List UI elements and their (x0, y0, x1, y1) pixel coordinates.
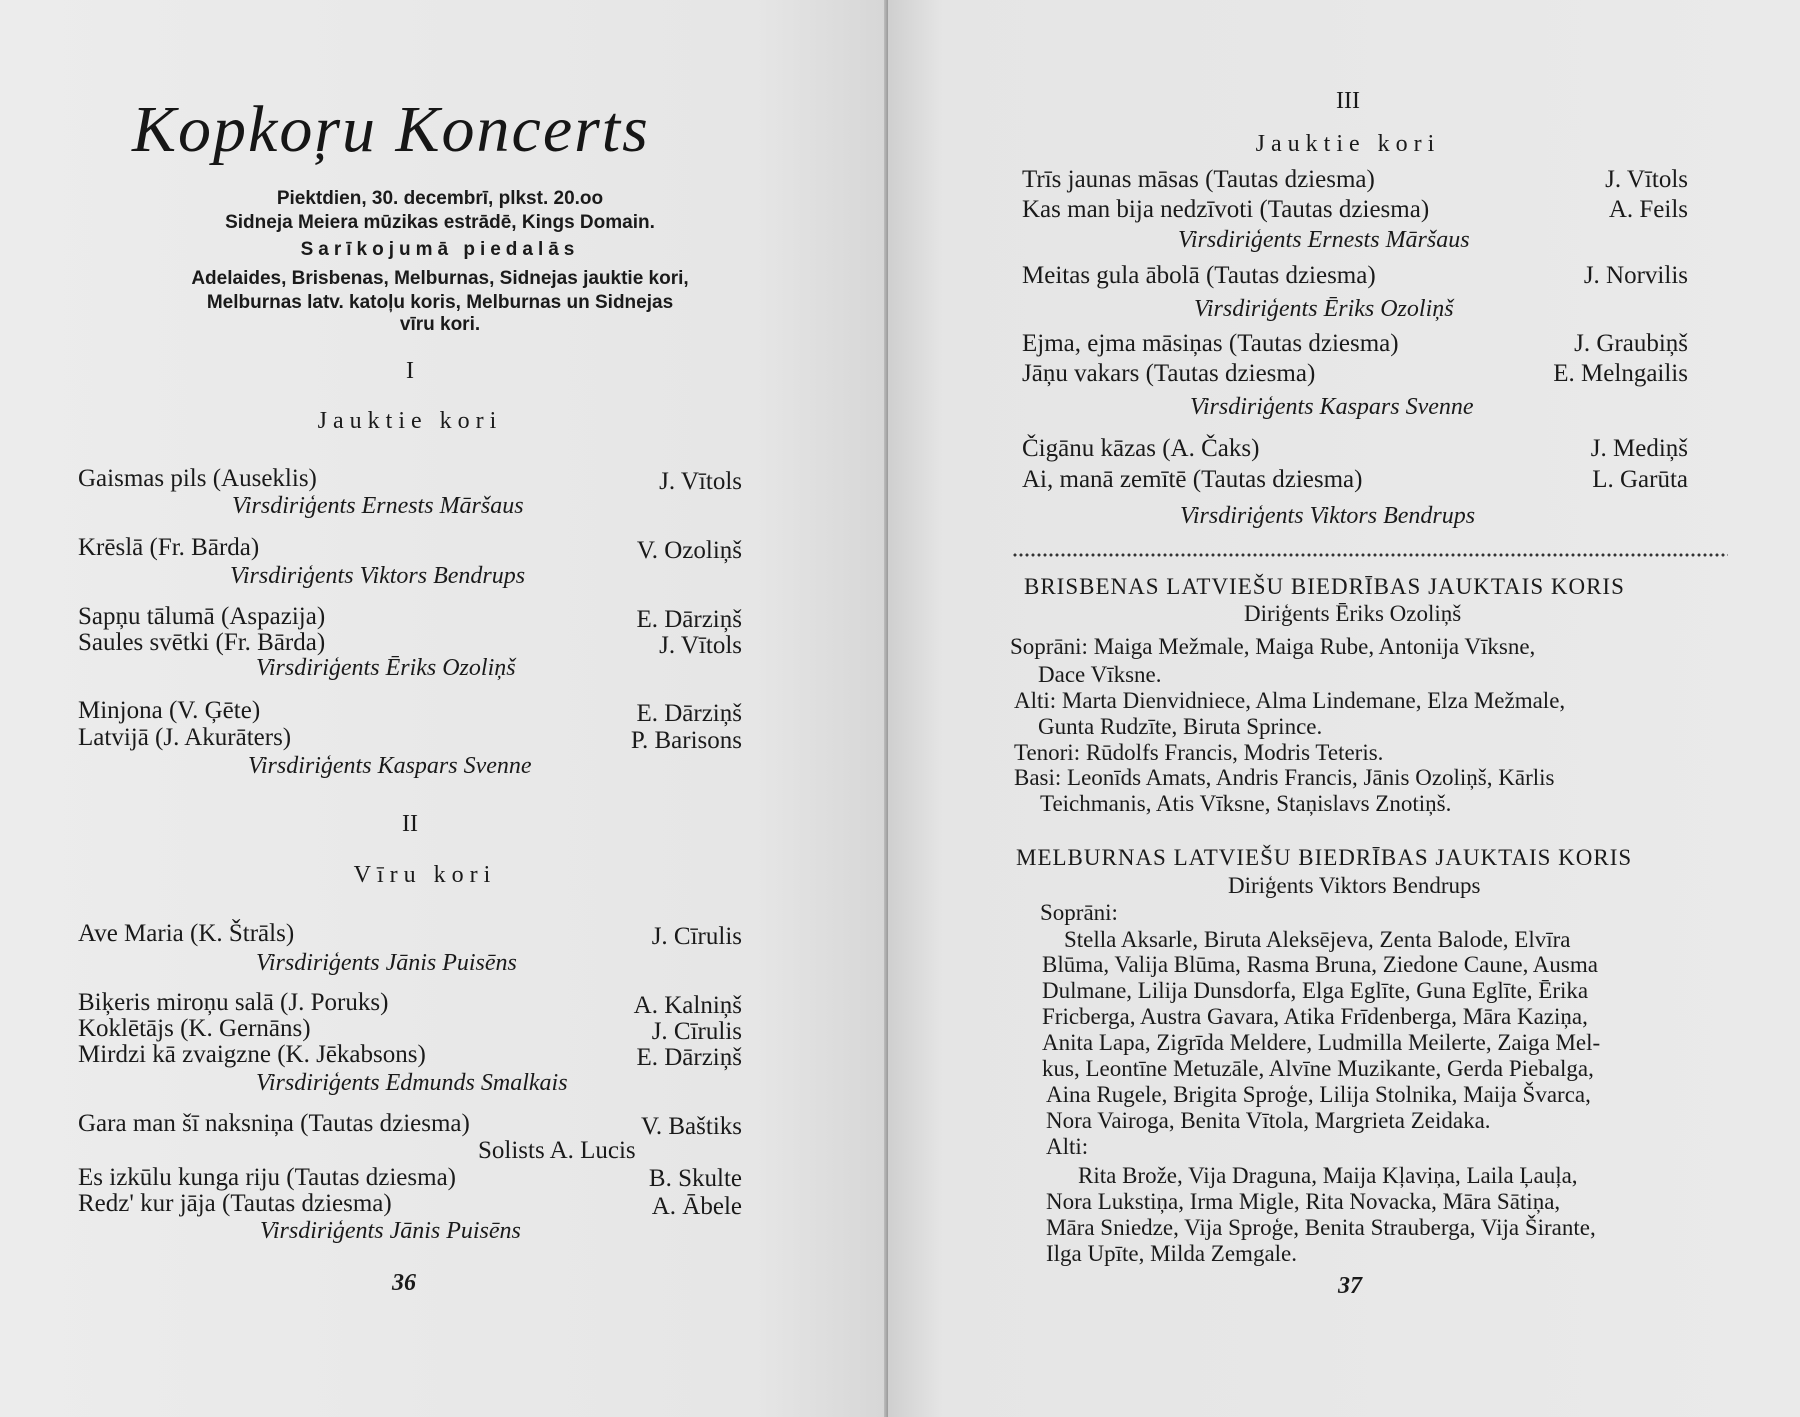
member-line: Rita Brože, Vija Draguna, Maija Kļaviņa, Laila Ļauļa, (1078, 1163, 1578, 1188)
song-title: Koklētājs (K. Gernāns) (78, 1015, 311, 1042)
section-numeral-1: I (406, 358, 414, 384)
left-page (0, 0, 888, 1417)
composer: P. Barisons (630, 727, 742, 754)
soloist-line: Solists A. Lucis (478, 1137, 636, 1164)
song-title: Meitas gula ābolā (Tautas dziesma) (1022, 262, 1376, 289)
concert-title: Kopkoŗu Koncerts (132, 93, 650, 166)
composer: J. Mediņš (1590, 435, 1688, 462)
dotted-divider (1012, 553, 1728, 557)
member-line: Nora Lukstiņa, Irma Migle, Rita Novacka, Māra Sātiņa, (1046, 1189, 1561, 1214)
member-line: Blūma, Valija Blūma, Rasma Bruna, Ziedone Caune, Ausma (1042, 952, 1598, 977)
conductor-line: Virsdiriģents Viktors Bendrups (1180, 503, 1476, 529)
member-line: Fricberga, Austra Gavara, Atika Frīdenberga, Māra Kaziņa, (1042, 1004, 1588, 1029)
song-title: Biķeris miroņu salā (J. Poruks) (78, 989, 389, 1016)
song-title: Čigānu kāzas (A. Čaks) (1022, 435, 1260, 462)
composer: A. Feils (1608, 196, 1688, 223)
page-number-left: 36 (392, 1270, 416, 1296)
composer: L. Garūta (1592, 466, 1688, 493)
composer: J. Vītols (659, 468, 742, 495)
composer: V. Ozoliņš (636, 537, 742, 564)
section-heading-1: Jauktie kori (317, 408, 503, 434)
conductor-line: Virsdiriģents Ēriks Ozoliņš (1194, 296, 1454, 322)
voice-line: Alti: Marta Dienvidniece, Alma Lindemane, Elza Mežmale, (1014, 688, 1566, 713)
choir-heading-brisbane: BRISBENAS LATVIEŠU BIEDRĪBAS JAUKTAIS KORIS (1024, 574, 1625, 599)
member-line: Anita Lapa, Zigrīda Meldere, Ludmilla Meilerte, Zaiga Mel- (1042, 1030, 1601, 1055)
right-page (888, 0, 1800, 1417)
song-title: Redz' kur jāja (Tautas dziesma) (78, 1190, 392, 1217)
section-numeral-2: II (402, 811, 418, 837)
song-title: Sapņu tālumā (Aspazija) (78, 603, 326, 630)
song-title: Gaismas pils (Auseklis) (78, 465, 317, 492)
song-title: Ave Maria (K. Štrāls) (78, 920, 295, 947)
song-title: Krēslā (Fr. Bārda) (78, 534, 260, 561)
composer: J. Norvilis (1583, 262, 1688, 289)
composer: E. Melngailis (1553, 360, 1688, 387)
conductor-line: Virsdiriģents Ernests Māršaus (1178, 227, 1470, 253)
info-line-choirs-1: Adelaides, Brisbenas, Melburnas, Sidnejas jauktie kori, (191, 268, 689, 289)
conductor-line: Virsdiriģents Ēriks Ozoliņš (256, 655, 516, 681)
voice-line: Dace Vīksne. (1038, 662, 1162, 687)
song-title: Ai, manā zemītē (Tautas dziesma) (1022, 466, 1363, 493)
song-title: Saules svētki (Fr. Bārda) (78, 629, 326, 656)
composer: B. Skulte (648, 1165, 742, 1192)
info-line-participants-heading: Sarīkojumā piedalās (300, 239, 580, 260)
composer: A. Ābele (651, 1193, 742, 1220)
voice-label-altos: Alti: (1046, 1134, 1089, 1159)
voice-line: Soprāni: Maiga Mežmale, Maiga Rube, Antonija Vīksne, (1010, 634, 1536, 659)
composer: A. Kalniņš (633, 992, 742, 1019)
composer: E. Dārziņš (636, 606, 742, 633)
section-heading-2: Vīru kori (353, 862, 497, 888)
song-title: Kas man bija nedzīvoti (Tautas dziesma) (1022, 196, 1430, 223)
song-title: Jāņu vakars (Tautas dziesma) (1022, 360, 1316, 387)
composer: E. Dārziņš (636, 700, 742, 727)
composer: J. Vītols (659, 632, 742, 659)
conductor-line: Virsdiriģents Jānis Puisēns (260, 1218, 521, 1244)
choir-conductor-brisbane: Diriģents Ēriks Ozoliņš (1244, 601, 1462, 626)
voice-line: Tenori: Rūdolfs Francis, Modris Teteris. (1014, 740, 1384, 765)
song-title: Es izkūlu kunga riju (Tautas dziesma) (78, 1164, 457, 1191)
member-line: Stella Aksarle, Biruta Aleksējeva, Zenta Balode, Elvīra (1064, 927, 1571, 952)
conductor-line: Virsdiriģents Edmunds Smalkais (256, 1070, 568, 1096)
member-line: Dulmane, Lilija Dunsdorfa, Elga Eglīte, Guna Eglīte, Ērika (1042, 978, 1589, 1003)
page-number-right: 37 (1338, 1273, 1362, 1299)
choir-conductor-melbourne: Diriģents Viktors Bendrups (1228, 873, 1481, 898)
voice-line: Basi: Leonīds Amats, Andris Francis, Jānis Ozoliņš, Kārlis (1014, 765, 1555, 790)
member-line: Ilga Upīte, Milda Zemgale. (1046, 1241, 1298, 1266)
composer: J. Vītols (1605, 166, 1688, 193)
composer: V. Baštiks (641, 1113, 742, 1140)
section-heading-3: Jauktie kori (1255, 131, 1441, 157)
composer: J. Graubiņš (1574, 330, 1688, 357)
conductor-line: Virsdiriģents Viktors Bendrups (230, 563, 526, 589)
choir-heading-melbourne: MELBURNAS LATVIEŠU BIEDRĪBAS JAUKTAIS KORIS (1016, 845, 1633, 870)
song-title: Gara man šī naksniņa (Tautas dziesma) (78, 1110, 470, 1137)
member-line: Aina Rugele, Brigita Sproģe, Lilija Stolnika, Maija Švarca, (1046, 1082, 1591, 1107)
voice-line: Teichmanis, Atis Vīksne, Staņislavs Znotiņš. (1040, 791, 1452, 816)
member-line: kus, Leontīne Metuzāle, Alvīne Muzikante, Gerda Piebalga, (1042, 1056, 1594, 1081)
voice-label-sopranos: Soprāni: (1040, 900, 1118, 925)
info-line-date: Piektdien, 30. decembrī, plkst. 20.oo (276, 188, 604, 209)
voice-line: Gunta Rudzīte, Biruta Sprince. (1038, 714, 1323, 739)
info-line-choirs-3: vīru kori. (399, 314, 481, 335)
composer: J. Cīrulis (651, 1018, 742, 1045)
member-line: Nora Vairoga, Benita Vītola, Margrieta Zeidaka. (1046, 1108, 1491, 1133)
song-title: Trīs jaunas māsas (Tautas dziesma) (1022, 166, 1375, 193)
conductor-line: Virsdiriģents Ernests Māršaus (232, 493, 524, 519)
info-line-choirs-2: Melburnas latv. katoļu koris, Melburnas un Sidnejas (206, 292, 674, 313)
conductor-line: Virsdiriģents Jānis Puisēns (256, 950, 517, 976)
info-line-venue: Sidneja Meiera mūzikas estrādē, Kings Domain. (225, 212, 655, 233)
song-title: Latvijā (J. Akurāters) (78, 724, 292, 751)
member-line: Māra Sniedze, Vija Sproģe, Benita Strauberga, Vija Širante, (1046, 1215, 1596, 1240)
song-title: Mirdzi kā zvaigzne (K. Jēkabsons) (78, 1041, 426, 1068)
song-title: Minjona (V. Ģēte) (78, 697, 261, 724)
conductor-line: Virsdiriģents Kaspars Svenne (1190, 394, 1474, 420)
composer: E. Dārziņš (636, 1044, 742, 1071)
song-title: Ejma, ejma māsiņas (Tautas dziesma) (1022, 330, 1399, 357)
section-numeral-3: III (1336, 88, 1360, 114)
conductor-line: Virsdiriģents Kaspars Svenne (248, 753, 532, 779)
composer: J. Cīrulis (651, 923, 742, 950)
